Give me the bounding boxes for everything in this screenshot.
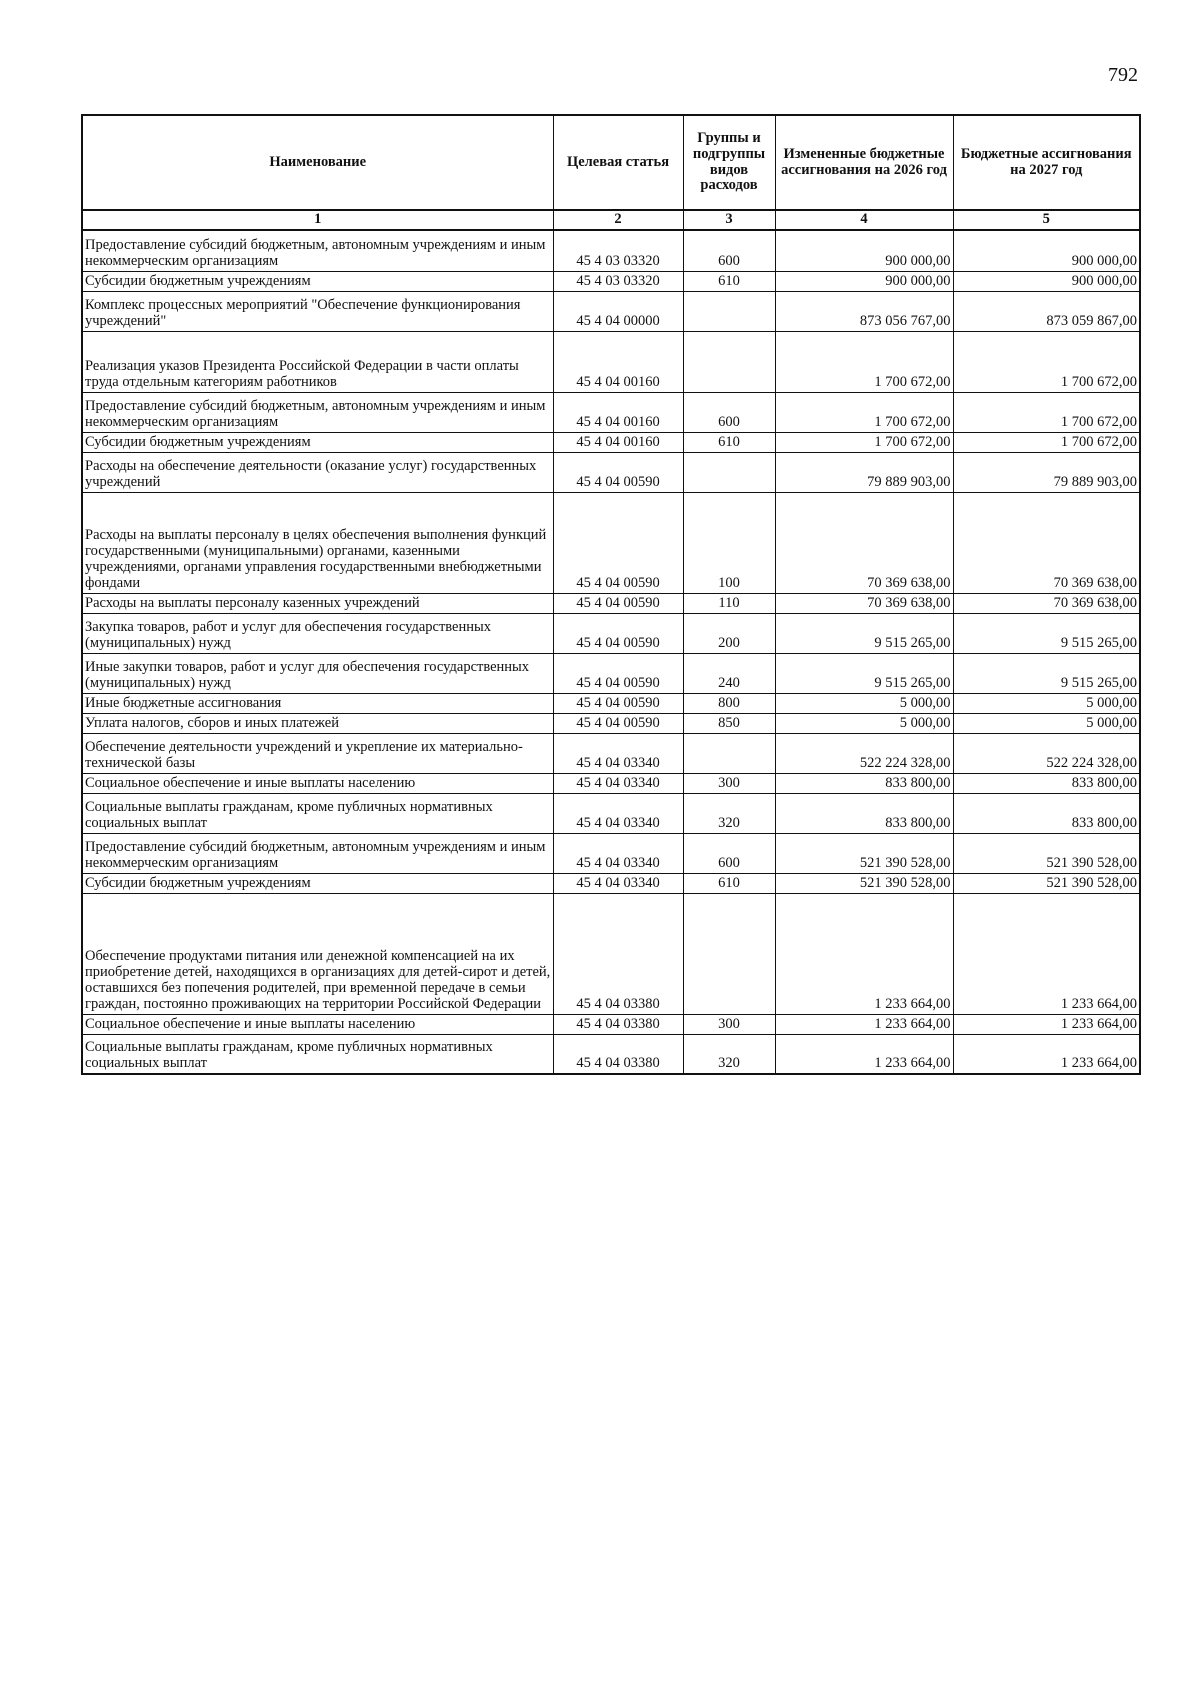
row-allocation-2027: 521 390 528,00 bbox=[953, 873, 1140, 893]
column-number: 2 bbox=[553, 210, 683, 230]
row-name: Иные закупки товаров, работ и услуг для обеспечения государственных (муниципальных) нужд bbox=[82, 653, 553, 693]
row-target-article: 45 4 04 00590 bbox=[553, 452, 683, 492]
row-allocation-2026: 521 390 528,00 bbox=[775, 873, 953, 893]
column-number: 5 bbox=[953, 210, 1140, 230]
row-expense-group: 600 bbox=[683, 392, 775, 432]
row-expense-group: 610 bbox=[683, 271, 775, 291]
row-name: Расходы на выплаты персоналу казенных учреждений bbox=[82, 593, 553, 613]
row-name: Иные бюджетные ассигнования bbox=[82, 693, 553, 713]
row-allocation-2027: 833 800,00 bbox=[953, 773, 1140, 793]
row-target-article: 45 4 04 03340 bbox=[553, 833, 683, 873]
row-target-article: 45 4 04 00160 bbox=[553, 331, 683, 392]
table-row bbox=[82, 873, 1140, 893]
row-expense-group: 100 bbox=[683, 492, 775, 593]
table-row bbox=[82, 593, 1140, 613]
budget-allocations-table bbox=[81, 114, 1141, 1075]
row-name: Закупка товаров, работ и услуг для обеспечения государственных (муниципальных) нужд bbox=[82, 613, 553, 653]
row-name: Реализация указов Президента Российской Федерации в части оплаты труда отдельным категориям работников bbox=[82, 331, 553, 392]
row-allocation-2026: 833 800,00 bbox=[775, 793, 953, 833]
row-allocation-2027: 521 390 528,00 bbox=[953, 833, 1140, 873]
row-target-article: 45 4 04 00590 bbox=[553, 713, 683, 733]
row-expense-group: 200 bbox=[683, 613, 775, 653]
row-target-article: 45 4 04 00590 bbox=[553, 653, 683, 693]
row-name: Предоставление субсидий бюджетным, автономным учреждениям и иным некоммерческим организациям bbox=[82, 230, 553, 271]
row-allocation-2026: 5 000,00 bbox=[775, 713, 953, 733]
row-target-article: 45 4 03 03320 bbox=[553, 230, 683, 271]
row-allocation-2027: 900 000,00 bbox=[953, 271, 1140, 291]
table-row bbox=[82, 271, 1140, 291]
row-allocation-2027: 900 000,00 bbox=[953, 230, 1140, 271]
row-allocation-2027: 522 224 328,00 bbox=[953, 733, 1140, 773]
row-target-article: 45 4 04 03340 bbox=[553, 793, 683, 833]
row-allocation-2027: 1 700 672,00 bbox=[953, 432, 1140, 452]
row-target-article: 45 4 04 03380 bbox=[553, 1034, 683, 1074]
row-target-article: 45 4 04 03380 bbox=[553, 1014, 683, 1034]
table-row bbox=[82, 1034, 1140, 1074]
table-row bbox=[82, 331, 1140, 392]
row-target-article: 45 4 04 00590 bbox=[553, 693, 683, 713]
row-target-article: 45 4 04 00590 bbox=[553, 613, 683, 653]
row-allocation-2027: 70 369 638,00 bbox=[953, 492, 1140, 593]
header-allocations-2027: Бюджетные ассигнования на 2027 год bbox=[953, 115, 1140, 210]
row-name: Предоставление субсидий бюджетным, автономным учреждениям и иным некоммерческим организациям bbox=[82, 392, 553, 432]
row-allocation-2026: 873 056 767,00 bbox=[775, 291, 953, 331]
row-target-article: 45 4 04 03340 bbox=[553, 873, 683, 893]
row-expense-group: 800 bbox=[683, 693, 775, 713]
table-row bbox=[82, 893, 1140, 1014]
row-allocation-2027: 1 700 672,00 bbox=[953, 392, 1140, 432]
header-name: Наименование bbox=[82, 115, 553, 210]
table-row bbox=[82, 230, 1140, 271]
row-expense-group: 610 bbox=[683, 873, 775, 893]
row-allocation-2027: 9 515 265,00 bbox=[953, 613, 1140, 653]
row-name: Обеспечение деятельности учреждений и укрепление их материально-технической базы bbox=[82, 733, 553, 773]
table-row bbox=[82, 291, 1140, 331]
row-target-article: 45 4 04 03340 bbox=[553, 773, 683, 793]
row-name: Социальные выплаты гражданам, кроме публичных нормативных социальных выплат bbox=[82, 1034, 553, 1074]
table-row bbox=[82, 452, 1140, 492]
row-allocation-2027: 5 000,00 bbox=[953, 693, 1140, 713]
row-allocation-2026: 9 515 265,00 bbox=[775, 613, 953, 653]
table-row bbox=[82, 653, 1140, 693]
row-target-article: 45 4 04 00590 bbox=[553, 492, 683, 593]
row-allocation-2026: 1 233 664,00 bbox=[775, 893, 953, 1014]
row-allocation-2027: 79 889 903,00 bbox=[953, 452, 1140, 492]
table-row bbox=[82, 1014, 1140, 1034]
row-name: Социальное обеспечение и иные выплаты населению bbox=[82, 1014, 553, 1034]
row-allocation-2027: 1 233 664,00 bbox=[953, 1014, 1140, 1034]
row-expense-group bbox=[683, 452, 775, 492]
row-target-article: 45 4 04 00160 bbox=[553, 432, 683, 452]
row-expense-group: 850 bbox=[683, 713, 775, 733]
row-target-article: 45 4 04 03340 bbox=[553, 733, 683, 773]
row-name: Социальные выплаты гражданам, кроме публичных нормативных социальных выплат bbox=[82, 793, 553, 833]
table-row bbox=[82, 693, 1140, 713]
row-allocation-2027: 1 700 672,00 bbox=[953, 331, 1140, 392]
header-target-article: Целевая статья bbox=[553, 115, 683, 210]
row-allocation-2026: 521 390 528,00 bbox=[775, 833, 953, 873]
row-allocation-2026: 1 233 664,00 bbox=[775, 1014, 953, 1034]
row-target-article: 45 4 04 03380 bbox=[553, 893, 683, 1014]
row-expense-group: 300 bbox=[683, 773, 775, 793]
row-allocation-2027: 1 233 664,00 bbox=[953, 1034, 1140, 1074]
row-allocation-2027: 5 000,00 bbox=[953, 713, 1140, 733]
table-body bbox=[82, 230, 1140, 1074]
row-expense-group: 320 bbox=[683, 1034, 775, 1074]
header-allocations-2026: Измененные бюджетные ассигнования на 2026 год bbox=[775, 115, 953, 210]
row-name: Комплекс процессных мероприятий "Обеспечение функционирования учреждений" bbox=[82, 291, 553, 331]
row-allocation-2026: 5 000,00 bbox=[775, 693, 953, 713]
row-name: Уплата налогов, сборов и иных платежей bbox=[82, 713, 553, 733]
row-expense-group: 320 bbox=[683, 793, 775, 833]
row-allocation-2027: 9 515 265,00 bbox=[953, 653, 1140, 693]
row-name: Обеспечение продуктами питания или денежной компенсацией на их приобретение детей, находящихся в организациях для детей-сирот и детей, оставшихся без попечения родителей, при временной передаче в семьи граждан, постоянно проживающих на территории Российской Федерации bbox=[82, 893, 553, 1014]
table-row bbox=[82, 432, 1140, 452]
row-expense-group: 110 bbox=[683, 593, 775, 613]
row-allocation-2026: 900 000,00 bbox=[775, 271, 953, 291]
row-allocation-2026: 1 700 672,00 bbox=[775, 432, 953, 452]
row-target-article: 45 4 04 00160 bbox=[553, 392, 683, 432]
table-row bbox=[82, 833, 1140, 873]
row-expense-group bbox=[683, 291, 775, 331]
table-row bbox=[82, 392, 1140, 432]
row-allocation-2026: 70 369 638,00 bbox=[775, 593, 953, 613]
row-target-article: 45 4 04 00000 bbox=[553, 291, 683, 331]
row-allocation-2027: 873 059 867,00 bbox=[953, 291, 1140, 331]
row-allocation-2026: 9 515 265,00 bbox=[775, 653, 953, 693]
column-number: 1 bbox=[82, 210, 553, 230]
row-expense-group bbox=[683, 733, 775, 773]
table-header-row bbox=[82, 115, 1140, 210]
row-target-article: 45 4 03 03320 bbox=[553, 271, 683, 291]
row-expense-group: 610 bbox=[683, 432, 775, 452]
row-name: Предоставление субсидий бюджетным, автономным учреждениям и иным некоммерческим организациям bbox=[82, 833, 553, 873]
header-expense-groups: Группы и подгруппы видов расходов bbox=[683, 115, 775, 210]
row-expense-group: 600 bbox=[683, 833, 775, 873]
row-target-article: 45 4 04 00590 bbox=[553, 593, 683, 613]
column-number: 3 bbox=[683, 210, 775, 230]
row-expense-group bbox=[683, 893, 775, 1014]
row-allocation-2026: 70 369 638,00 bbox=[775, 492, 953, 593]
table-row bbox=[82, 613, 1140, 653]
row-allocation-2027: 70 369 638,00 bbox=[953, 593, 1140, 613]
row-expense-group: 240 bbox=[683, 653, 775, 693]
column-number-row bbox=[82, 210, 1140, 230]
column-number: 4 bbox=[775, 210, 953, 230]
row-expense-group: 300 bbox=[683, 1014, 775, 1034]
row-allocation-2026: 833 800,00 bbox=[775, 773, 953, 793]
row-allocation-2026: 900 000,00 bbox=[775, 230, 953, 271]
table-row bbox=[82, 733, 1140, 773]
row-name: Социальное обеспечение и иные выплаты населению bbox=[82, 773, 553, 793]
row-name: Субсидии бюджетным учреждениям bbox=[82, 873, 553, 893]
row-name: Субсидии бюджетным учреждениям bbox=[82, 432, 553, 452]
table-row bbox=[82, 492, 1140, 593]
row-expense-group: 600 bbox=[683, 230, 775, 271]
row-allocation-2026: 1 233 664,00 bbox=[775, 1034, 953, 1074]
table-row bbox=[82, 713, 1140, 733]
row-name: Расходы на выплаты персоналу в целях обеспечения выполнения функций государственными (муниципальными) органами, казенными учреждениями, органами управления государственными внебюджетными фондами bbox=[82, 492, 553, 593]
row-allocation-2026: 79 889 903,00 bbox=[775, 452, 953, 492]
table-row bbox=[82, 793, 1140, 833]
row-allocation-2027: 1 233 664,00 bbox=[953, 893, 1140, 1014]
row-name: Субсидии бюджетным учреждениям bbox=[82, 271, 553, 291]
row-allocation-2027: 833 800,00 bbox=[953, 793, 1140, 833]
row-allocation-2026: 1 700 672,00 bbox=[775, 392, 953, 432]
row-name: Расходы на обеспечение деятельности (оказание услуг) государственных учреждений bbox=[82, 452, 553, 492]
page-number: 792 bbox=[1108, 64, 1138, 86]
row-expense-group bbox=[683, 331, 775, 392]
row-allocation-2026: 522 224 328,00 bbox=[775, 733, 953, 773]
table-row bbox=[82, 773, 1140, 793]
row-allocation-2026: 1 700 672,00 bbox=[775, 331, 953, 392]
